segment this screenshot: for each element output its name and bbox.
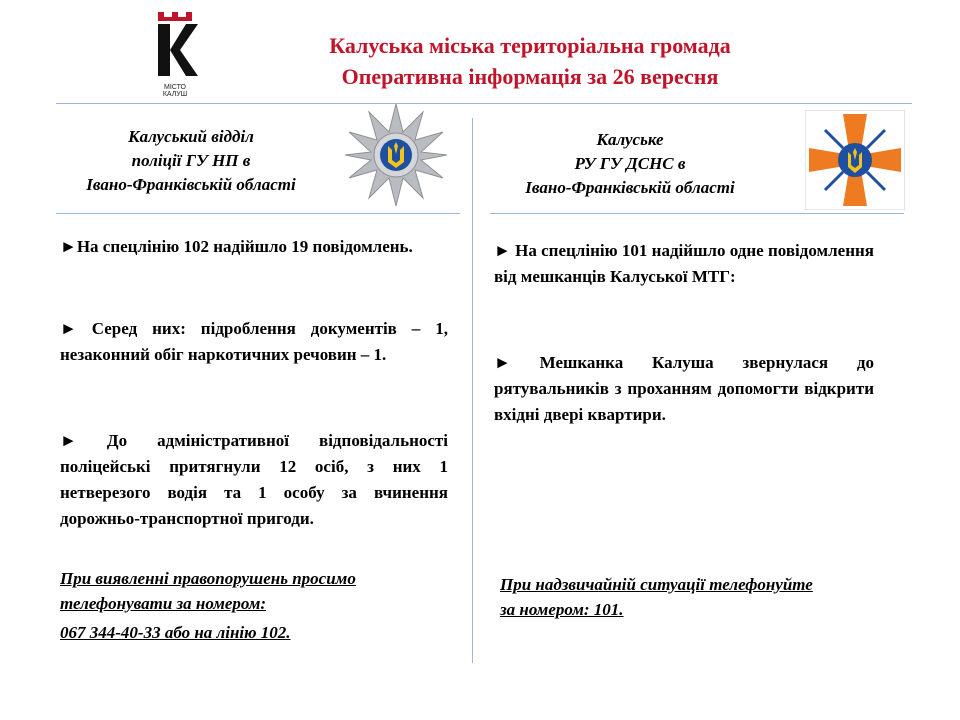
city-logo [152,12,198,96]
police-contact-note [60,566,460,645]
header-subtitle: Оперативна інформація за 26 вересня [341,64,719,89]
logo-caption-line1: МІСТО [163,84,186,91]
dsns-department-title [490,128,770,200]
police-title-divider [56,213,460,214]
dsns-note-line1: При надзвичайній ситуації телефонуйте [500,575,813,594]
police-item-2: ► Серед них: підроблення документів – 1, незаконний обіг наркотичних речовин – 1. [60,319,448,364]
police-item-3: ► До адміністративної відповідальності поліцейські притягнули 12 осіб, з них 1 нетверезого водія та 1 особу за вчинення дорожньо-транспортної пригоди. [60,431,448,528]
header-title: Калуська міська територіальна громада [329,33,731,58]
police-item-1: ►На спецлінію 102 надійшло 19 повідомлень. [60,237,413,256]
logo-caption [152,84,198,98]
dsns-note-line2: за номером: 101. [500,600,624,619]
police-title-line3: Івано-Франківській області [86,175,296,194]
dsns-item-1: ► На спецлінію 101 надійшло одне повідомлення від мешканців Калуської МТГ: [494,241,874,286]
dsns-title-line3: Івано-Франківській області [525,178,735,197]
rescue-cross-icon [805,110,905,210]
dsns-title-line2: РУ ГУ ДСНС в [574,154,686,173]
kalush-k-logo-icon [152,12,198,82]
police-star-icon [343,102,449,208]
police-department-title [56,125,326,197]
top-divider [56,103,912,104]
police-note-line1: При виявленні правопорушень просимо [60,569,356,588]
column-divider [472,118,473,663]
dsns-item-2: ► Мешканка Калуша звернулася до рятувальників з проханням допомогти відкрити вхідні двері квартири. [494,353,874,424]
page-header [250,30,810,92]
dsns-title-line1: Калуське [596,130,664,149]
police-title-line1: Калуський відділ [128,127,254,146]
police-title-line2: поліції ГУ НП в [131,151,251,170]
dsns-title-divider [490,213,904,214]
police-note-line2: телефонувати за номером: [60,594,267,613]
logo-caption-line2: КАЛУШ [162,91,188,98]
police-phone-number: 067 344-40-33 або на лінію 102. [60,623,291,642]
dsns-contact-note [500,572,900,622]
